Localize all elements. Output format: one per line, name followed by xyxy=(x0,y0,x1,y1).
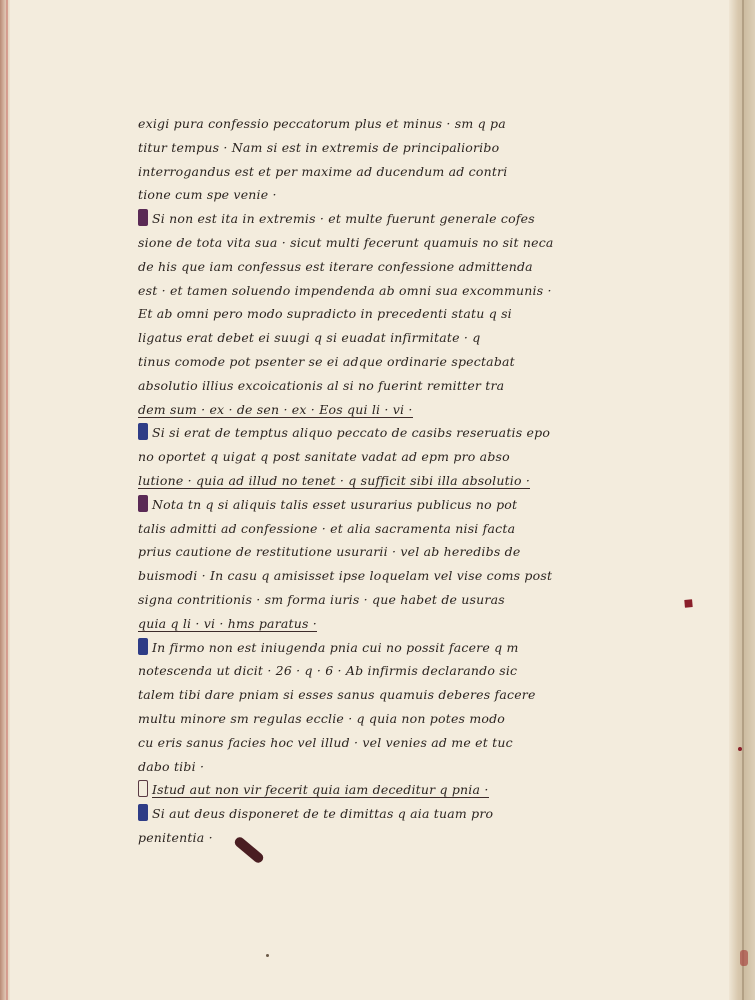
manuscript-line-text: de his que iam confessus est iterare confessione admittenda xyxy=(138,258,533,274)
manuscript-line-text: titur tempus · Nam si est in extremis de principalioribo xyxy=(138,139,500,155)
manuscript-line xyxy=(138,826,648,850)
manuscript-line-text: dabo tibi · xyxy=(138,758,205,774)
manuscript-line xyxy=(138,207,648,231)
manuscript-line xyxy=(138,136,648,160)
manuscript-line-text: talis admitti ad confessione · et alia sacramenta nisi facta xyxy=(138,520,516,536)
manuscript-line-text: multu minore sm regulas ecclie · q quia non potes modo xyxy=(138,710,506,726)
manuscript-line-text: Istud aut non vir fecerit quia iam deceditur q pnia · xyxy=(152,782,489,798)
manuscript-line xyxy=(138,636,648,660)
manuscript-line-text: no oportet q uigat q post sanitate vadat ad epm pro abso xyxy=(138,449,510,465)
margin-rule xyxy=(6,0,8,1000)
manuscript-line xyxy=(138,802,648,826)
manuscript-line xyxy=(138,612,648,636)
page-left-edge xyxy=(0,0,10,1000)
manuscript-line-text: In firmo non est iniugenda pnia cui no possit facere q m xyxy=(152,639,519,655)
manuscript-line-text: absolutio illius excoicationis al si no fuerint remitter tra xyxy=(138,377,505,393)
manuscript-line-text: sione de tota vita sua · sicut multi fecerunt quamuis no sit neca xyxy=(138,234,554,250)
manuscript-line xyxy=(138,493,648,517)
manuscript-line-text: talem tibi dare pniam si esses sanus quamuis deberes facere xyxy=(138,687,536,703)
manuscript-line-text: penitentia · xyxy=(138,829,213,845)
manuscript-line xyxy=(138,517,648,541)
red-dot-mark-icon xyxy=(738,747,742,751)
manuscript-line-text: signa contritionis · sm forma iuris · que habet de usuras xyxy=(138,591,505,607)
manuscript-line-text: cu eris sanus facies hoc vel illud · vel venies ad me et tuc xyxy=(138,734,513,750)
manuscript-line xyxy=(138,683,648,707)
manuscript-line xyxy=(138,659,648,683)
manuscript-line xyxy=(138,707,648,731)
manuscript-line-text: Si aut deus disponeret de te dimittas q aia tuam pro xyxy=(152,806,494,822)
initial-capital-mark-icon xyxy=(138,638,148,655)
manuscript-line xyxy=(138,302,648,326)
manuscript-line-text: prius cautione de restitutione usurarii · vel ab heredibs de xyxy=(138,544,521,560)
manuscript-line-text: interrogandus est et per maxime ad ducendum ad contri xyxy=(138,163,508,179)
manuscript-line xyxy=(138,564,648,588)
initial-capital-mark-icon xyxy=(138,780,148,797)
manuscript-line xyxy=(138,398,648,422)
manuscript-line xyxy=(138,350,648,374)
manuscript-line-text: Nota tn q si aliquis talis esset usurarius publicus no pot xyxy=(152,496,518,512)
initial-capital-mark-icon xyxy=(138,495,148,512)
initial-capital-mark-icon xyxy=(138,804,148,821)
manuscript-line xyxy=(138,588,648,612)
initial-capital-mark-icon xyxy=(138,209,148,226)
red-marginal-mark-icon xyxy=(681,596,696,611)
manuscript-text-block xyxy=(138,112,648,850)
manuscript-line xyxy=(138,731,648,755)
manuscript-line xyxy=(138,421,648,445)
manuscript-line xyxy=(138,755,648,779)
manuscript-line xyxy=(138,778,648,802)
red-smudge-mark-icon xyxy=(740,950,748,966)
manuscript-line xyxy=(138,279,648,303)
manuscript-line-text: exigi pura confessio peccatorum plus et minus · sm q pa xyxy=(138,116,506,131)
manuscript-line xyxy=(138,374,648,398)
manuscript-line xyxy=(138,469,648,493)
manuscript-line-text: quia q li · vi · hms paratus · xyxy=(138,615,317,631)
manuscript-line xyxy=(138,112,648,136)
manuscript-line-text: tinus comode pot psenter se ei adque ordinarie spectabat xyxy=(138,353,515,369)
manuscript-line xyxy=(138,326,648,350)
manuscript-line-text: Si non est ita in extremis · et multe fuerunt generale cofes xyxy=(152,211,535,227)
manuscript-line-text: Et ab omni pero modo supradicto in precedenti statu q si xyxy=(138,306,512,322)
manuscript-line xyxy=(138,445,648,469)
manuscript-line-text: est · et tamen soluendo impendenda ab omni sua excommunis · xyxy=(138,282,552,298)
manuscript-line-text: tione cum spe venie · xyxy=(138,187,277,203)
manuscript-line-text: Si si erat de temptus aliquo peccato de casibs reseruatis epo xyxy=(152,425,551,441)
manuscript-line-text: ligatus erat debet ei suugi q si euadat infirmitate · q xyxy=(138,330,481,346)
manuscript-line xyxy=(138,160,648,184)
gutter-line xyxy=(742,0,744,1000)
manuscript-line xyxy=(138,183,648,207)
ink-dot-icon xyxy=(266,954,269,957)
manuscript-line xyxy=(138,540,648,564)
manuscript-line xyxy=(138,255,648,279)
manuscript-line-text: lutione · quia ad illud no tenet · q sufficit sibi illa absolutio · xyxy=(138,472,531,488)
manuscript-line-text: buismodi · In casu q amisisset ipse loquelam vel vise coms post xyxy=(138,568,553,584)
manuscript-line-text: dem sum · ex · de sen · ex · Eos qui li · vi · xyxy=(138,401,413,417)
manuscript-line-text: notescenda ut dicit · 26 · q · 6 · Ab infirmis declarando sic xyxy=(138,663,518,679)
initial-capital-mark-icon xyxy=(138,423,148,440)
manuscript-line xyxy=(138,231,648,255)
